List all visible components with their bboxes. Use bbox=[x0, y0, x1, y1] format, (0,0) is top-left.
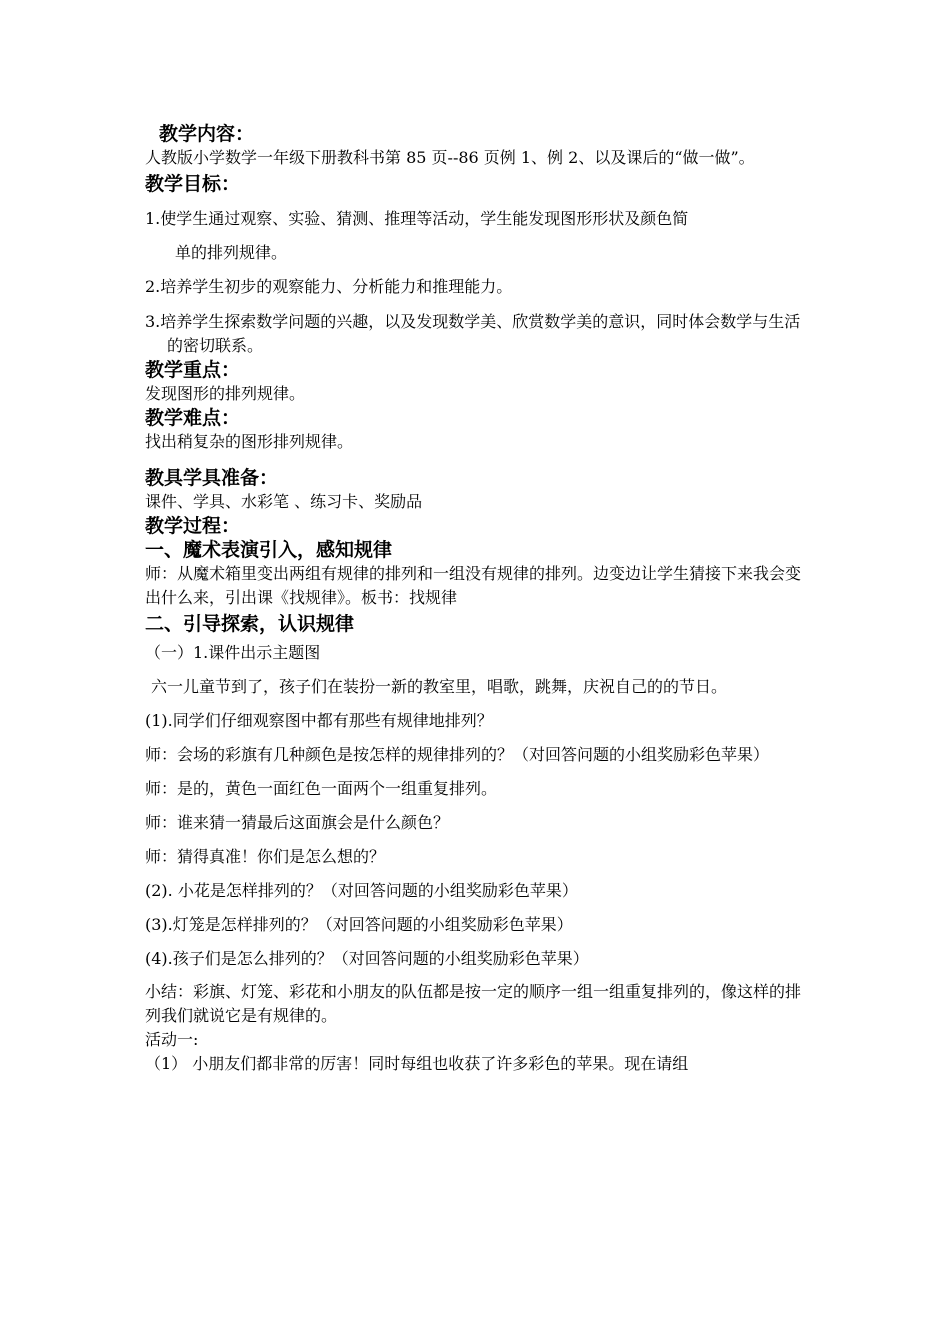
goal-1-line-2: 单的排列规律。 bbox=[175, 243, 288, 262]
difficulty-text: 找出稍复杂的图形排列规律。 bbox=[145, 432, 354, 451]
question-3: (3).灯笼是怎样排列的？（对回答问题的小组奖励彩色苹果） bbox=[145, 915, 573, 934]
question-2: (2). 小花是怎样排列的？（对回答问题的小组奖励彩色苹果） bbox=[145, 881, 578, 900]
activity-label: 活动一: bbox=[145, 1030, 199, 1049]
key-point-text: 发现图形的排列规律。 bbox=[145, 384, 306, 403]
question-1: (1).同学们仔细观察图中都有那些有规律地排列？ bbox=[145, 711, 493, 730]
goal-1-line-1: 1.使学生通过观察、实验、猜测、推理等活动，学生能发现图形形状及颜色简 bbox=[145, 209, 689, 228]
section-1-heading: 一、魔术表演引入，感知规律 bbox=[145, 539, 393, 561]
subsection-1: （一）1.课件出示主题图 bbox=[145, 643, 321, 662]
content-heading: 教学内容： bbox=[159, 123, 255, 145]
key-point-heading: 教学重点： bbox=[145, 359, 241, 381]
activity-text: （1） 小朋友们都非常的厉害！同时每组也收获了许多彩色的苹果。现在请组 bbox=[145, 1054, 689, 1073]
goal-2: 2.培养学生初步的观察能力、分析能力和推理能力。 bbox=[145, 277, 513, 296]
section-2-heading: 二、引导探索，认识规律 bbox=[145, 613, 355, 635]
content-text: 人教版小学数学一年级下册教科书第 85 页--86 页例 1、例 2、以及课后的“做一做”。 bbox=[145, 148, 755, 167]
section-1-text: 师：从魔术箱里变出两组有规律的排列和一组没有规律的排列。边变边让学生猜接下来我会变出什么来，引出课《找规律》。板书：找规律 bbox=[145, 564, 802, 607]
goal-3: 3.培养学生探索数学问题的兴趣，以及发现数学美、欣赏数学美的意识，同时体会数学与生活的密切联系。 bbox=[145, 312, 801, 355]
teacher-line-3: 师：谁来猜一猜最后这面旗会是什么颜色？ bbox=[145, 813, 450, 832]
teacher-line-4: 师：猜得真准！你们是怎么想的？ bbox=[145, 847, 386, 866]
teacher-line-1: 师：会场的彩旗有几种颜色是按怎样的规律排列的？（对回答问题的小组奖励彩色苹果） bbox=[145, 745, 770, 764]
goals-heading: 教学目标： bbox=[145, 173, 241, 195]
tools-heading: 教具学具准备： bbox=[145, 467, 279, 489]
difficulty-heading: 教学难点： bbox=[145, 407, 241, 429]
process-heading: 教学过程： bbox=[145, 515, 241, 537]
tools-text: 课件、学具、水彩笔 、练习卡、奖励品 bbox=[145, 492, 423, 511]
summary-text: 小结：彩旗、灯笼、彩花和小朋友的队伍都是按一定的顺序一组一组重复排列的，像这样的排列我们就说它是有规律的。 bbox=[145, 982, 802, 1025]
children-day-paragraph: 六一儿童节到了，孩子们在装扮一新的教室里，唱歌，跳舞，庆祝自己的的节日。 bbox=[151, 677, 728, 696]
teacher-line-2: 师：是的，黄色一面红色一面两个一组重复排列。 bbox=[145, 779, 498, 798]
lesson-plan-body bbox=[145, 122, 810, 1076]
question-4: (4).孩子们是怎么排列的？（对回答问题的小组奖励彩色苹果） bbox=[145, 949, 589, 968]
